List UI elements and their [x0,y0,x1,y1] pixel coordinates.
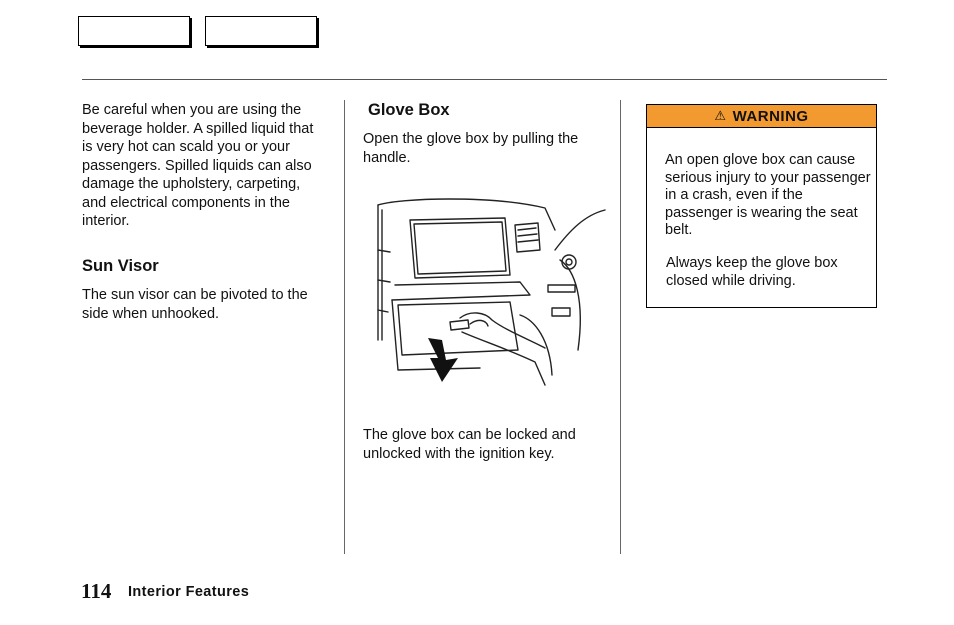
glove-box-heading: Glove Box [368,101,450,119]
warning-triangle-icon: ⚠ [714,108,727,123]
beverage-holder-caution: Be careful when you are using the beverage holder. A spilled liquid that is very hot can scald you or your passengers. Spilled liquids can also damage the upholstery, carpeting, and electrical components in the interior. [82,102,314,229]
column-divider-left [344,100,345,554]
sun-visor-heading: Sun Visor [82,257,159,275]
glove-box-illustration [370,190,610,395]
warning-paragraph-1: An open glove box can cause serious injury to your passenger in a crash, even if the passenger is wearing the seat belt. [665,152,871,238]
warning-header [647,105,876,128]
sun-visor-text: The sun visor can be pivoted to the side when unhooked. [82,287,308,322]
warning-paragraph-2: Always keep the glove box closed while driving. [666,255,838,289]
nav-button-2[interactable] [205,16,317,46]
glove-box-lock-text: The glove box can be locked and unlocked with the ignition key. [363,427,576,462]
header-divider [82,79,887,80]
glove-box-text: Open the glove box by pulling the handle. [363,131,579,166]
page-number: 114 [81,579,112,603]
warning-box [646,104,877,308]
column-divider-right [620,100,621,554]
warning-title: WARNING [732,107,809,125]
section-title: Interior Features [128,584,250,600]
nav-button-1[interactable] [78,16,190,46]
